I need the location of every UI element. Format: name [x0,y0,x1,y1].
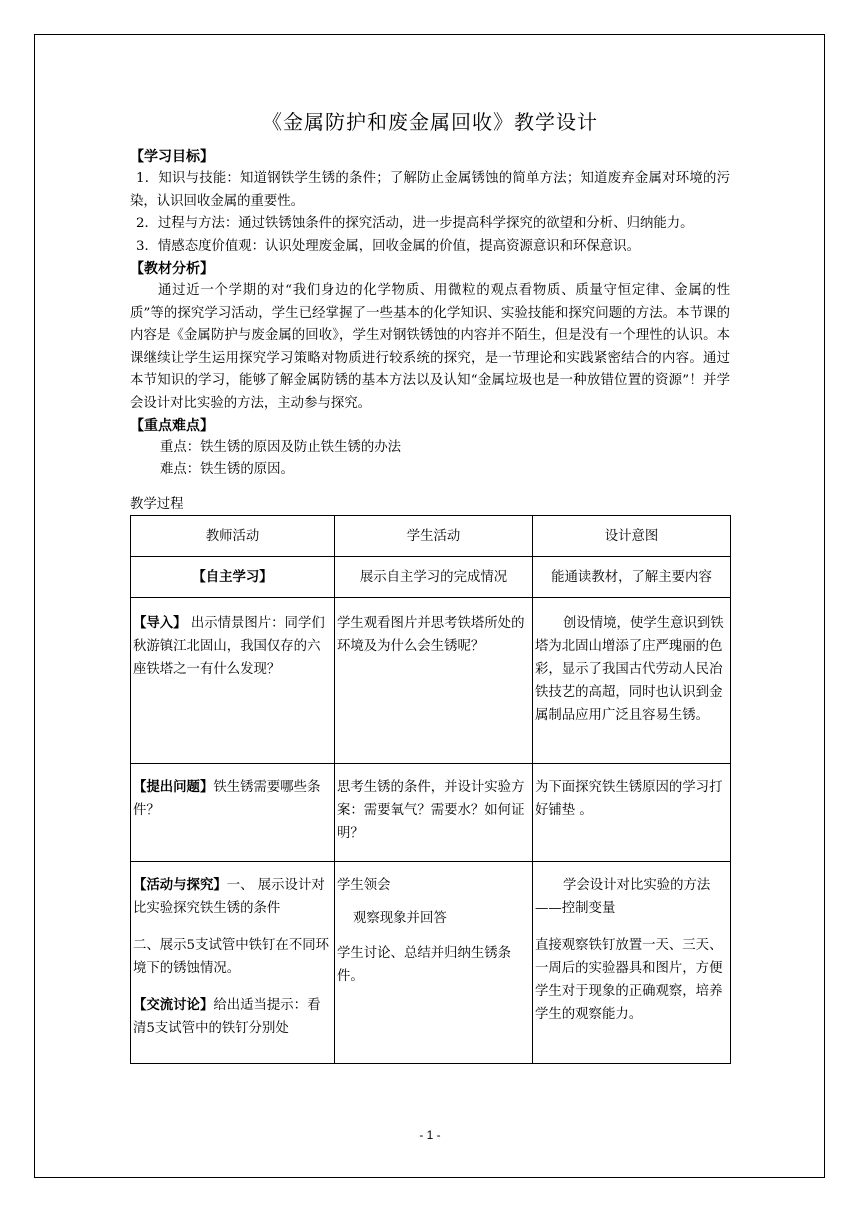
intro-intent: 创设情境，使学生意识到铁塔为北固山增添了庄严瑰丽的色彩，显示了我国古代劳动人民冶铁技艺的高超，同时也认识到金属制品应用广泛且容易生锈。 [533,598,731,764]
table-header-row [131,516,731,557]
explore-teacher-text3: 给出适当提示：看清5支试管中的铁钉分别处 [133,998,321,1036]
header-intent: 设计意图 [533,516,731,557]
header-student: 学生活动 [335,516,533,557]
document-body [130,108,730,1064]
intro-teacher [131,598,335,764]
spacer [133,920,332,934]
objective-2: 2．过程与方法：通过铁锈蚀条件的探究活动，进一步提高科学探究的欲望和分析、归纳能力。 [136,216,694,231]
objective-1: 1．知识与技能：知道钢铁学生锈的条件；了解防止金属锈蚀的简单方法；知道废弃金属对环境的污染，认识回收金属的重要性。 [130,171,730,209]
self-study-student: 展示自主学习的完成情况 [335,557,533,598]
explore-student-1: 学生领会 [337,878,391,893]
analysis-heading: 【教材分析】 [130,261,214,277]
explore-student [335,862,533,1064]
intro-label: 【导入】 [133,616,187,631]
explore-teacher-text2: 二、展示5支试管中铁钉在不同环境下的锈蚀情况。 [133,938,329,976]
objective-3: 3．情感态度价值观：认识处理废金属，回收金属的价值，提高资源意识和环保意识。 [136,238,640,254]
difficulty-point: 难点：铁生锈的原因。 [160,462,294,477]
document-title: 《金属防护和废金属回收》教学设计 [262,110,598,134]
self-study-intent: 能通读教材，了解主要内容 [533,557,731,598]
process-label: 教学过程 [130,497,184,512]
explore-student-2: 观察现象并回答 [353,911,447,926]
explore-intent-1: 学会设计对比实验的方法——控制变量 [535,878,711,916]
table-row [131,557,731,598]
discussion-label: 【交流讨论】 [133,998,214,1013]
self-study-teacher: 【自主学习】 [131,557,335,598]
spacer [133,980,332,994]
explore-intent-2: 直接观察铁钉放置一天、三天、一周后的实验器具和图片，方便学生对于现象的正确观察，培养学生的观察能力。 [535,938,723,1022]
table-row [131,862,731,1064]
question-teacher-text: 铁生锈需要哪些条件？ [133,780,321,818]
question-label: 【提出问题】 [133,780,214,795]
explore-teacher [131,862,335,1064]
analysis-text: 通过近一个学期的对“我们身边的化学物质、用微粒的观点看物质、质量守恒定律、金属的性质”等的探究学习活动，学生已经掌握了一些基本的化学知识、实验技能和探究问题的方法。本节课的内容是《金属防护与废金属的回收》，学生对钢铁锈蚀的内容并不陌生，但是没有一个理性的认识。本课继续让学生运用探究学习策略对物质进行较系统的探究，是一节理论和实践紧密结合的内容。通过本节知识的学习，能够了解金属防锈的基本方法以及认知“金属垃圾也是一种放错位置的资源”！并学会设计对比实验的方法，主动参与探究。 [130,283,730,411]
explore-teacher-text1: 一、 展示设计对比实验探究铁生锈的条件 [133,878,325,916]
explore-intent [533,862,731,1064]
process-table [130,515,731,1064]
page-number: - 1 - [419,1128,441,1142]
question-intent: 为下面探究铁生锈原因的学习打好铺垫 。 [533,764,731,862]
table-row [131,764,731,862]
key-points-heading: 【重点难点】 [130,418,214,434]
explore-label: 【活动与探究】 [133,878,227,893]
objectives-heading: 【学习目标】 [130,149,214,165]
table-row [131,598,731,764]
intro-teacher-text: 出示情景图片：同学们秋游镇江北固山，我国仅存的六座铁塔之一有什么发现？ [133,616,325,677]
header-teacher: 教师活动 [131,516,335,557]
intro-student: 学生观看图片并思考铁塔所处的环境及为什么会生锈呢？ [335,598,533,764]
question-student: 思考生锈的条件，并设计实验方案：需要氧气？需要水？如何证明？ [335,764,533,862]
question-teacher [131,764,335,862]
explore-teacher-part1 [133,874,332,920]
explore-student-3: 学生讨论、总结并归纳生锈条件。 [337,946,512,984]
explore-teacher-part3 [133,994,332,1040]
key-point: 重点：铁生锈的原因及防止铁生锈的办法 [160,440,402,455]
